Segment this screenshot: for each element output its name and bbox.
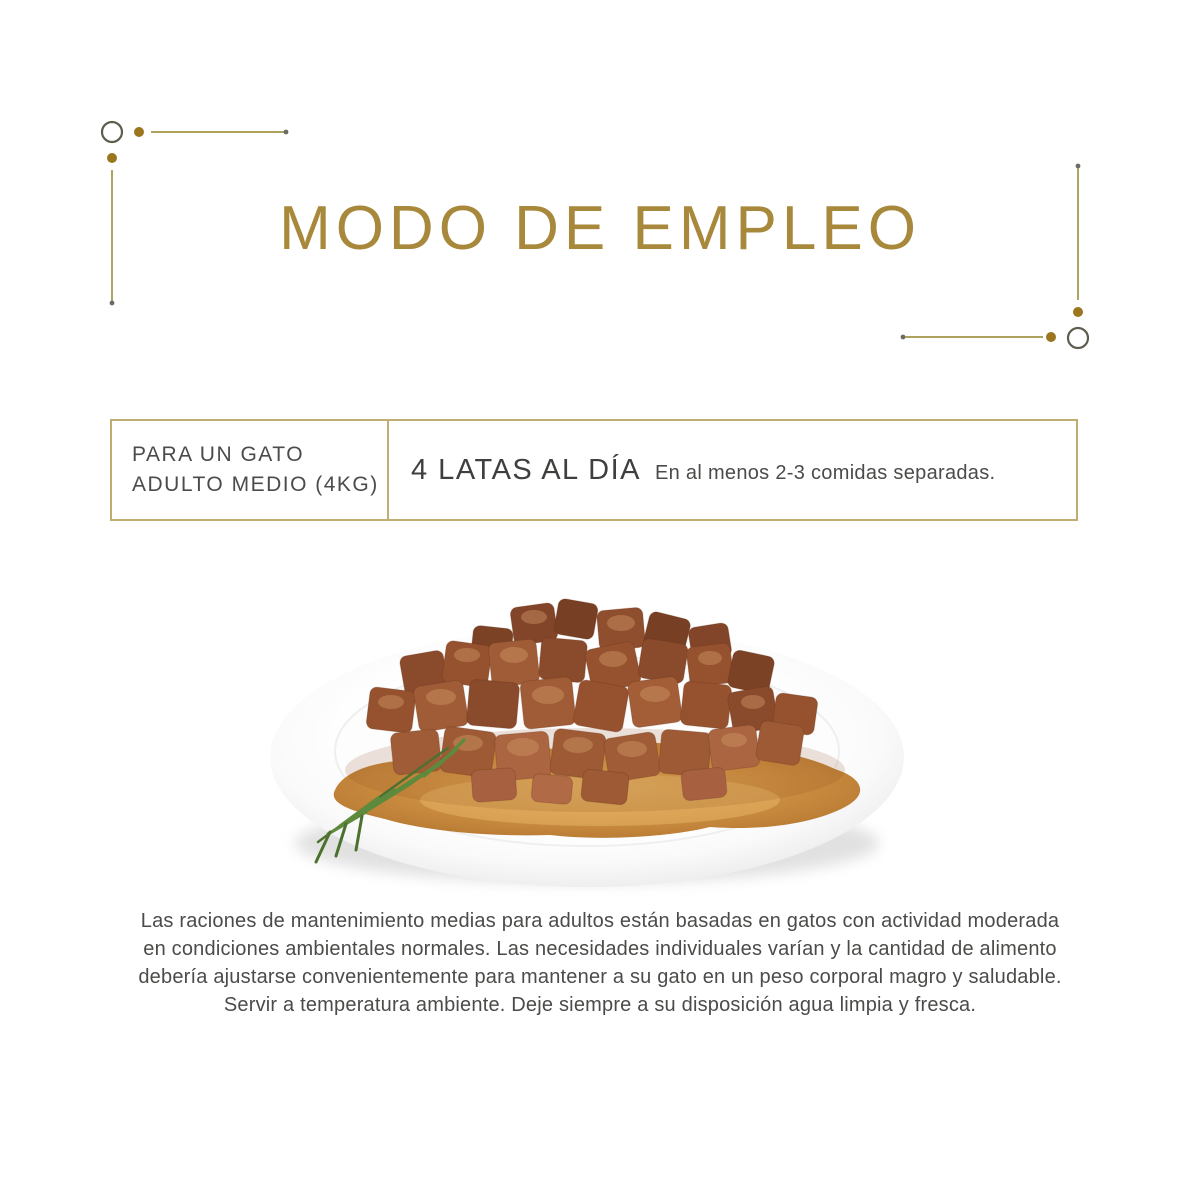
- feeding-subject-line2: ADULTO MEDIO (4KG): [132, 473, 379, 496]
- feeding-notes-line4: Servir a temperatura ambiente. Deje siempre a su disposición agua limpia y fresca.: [223, 994, 977, 1016]
- feeding-amount-note: En al menos 2-3 comidas separadas.: [655, 461, 996, 484]
- feeding-notes-line2: en condiciones ambientales normales. Las necesidades individuales varían y la cantidad de alimento: [143, 938, 1057, 960]
- feeding-amount-row: [411, 454, 995, 487]
- feeding-amount: 4 LATAS AL DÍA: [411, 453, 642, 486]
- page-title: MODO DE EMPLEO: [279, 194, 921, 263]
- feeding-guide-table: [110, 419, 1078, 521]
- feeding-subject-cell: [112, 421, 389, 519]
- product-photo-plate: [250, 585, 930, 915]
- feeding-notes-line3: debería ajustarse convenientemente para mantener a su gato en un peso corporal magro y saludable.: [138, 966, 1062, 988]
- corner-ornament-right: [895, 155, 1095, 350]
- feeding-notes: [0, 907, 1200, 1019]
- feeding-subject-line1: PARA UN GATO: [132, 443, 305, 466]
- feeding-notes-line1: Las raciones de mantenimiento medias para adultos están basadas en gatos con actividad moderada: [140, 910, 1060, 932]
- feeding-amount-cell: [389, 421, 1076, 519]
